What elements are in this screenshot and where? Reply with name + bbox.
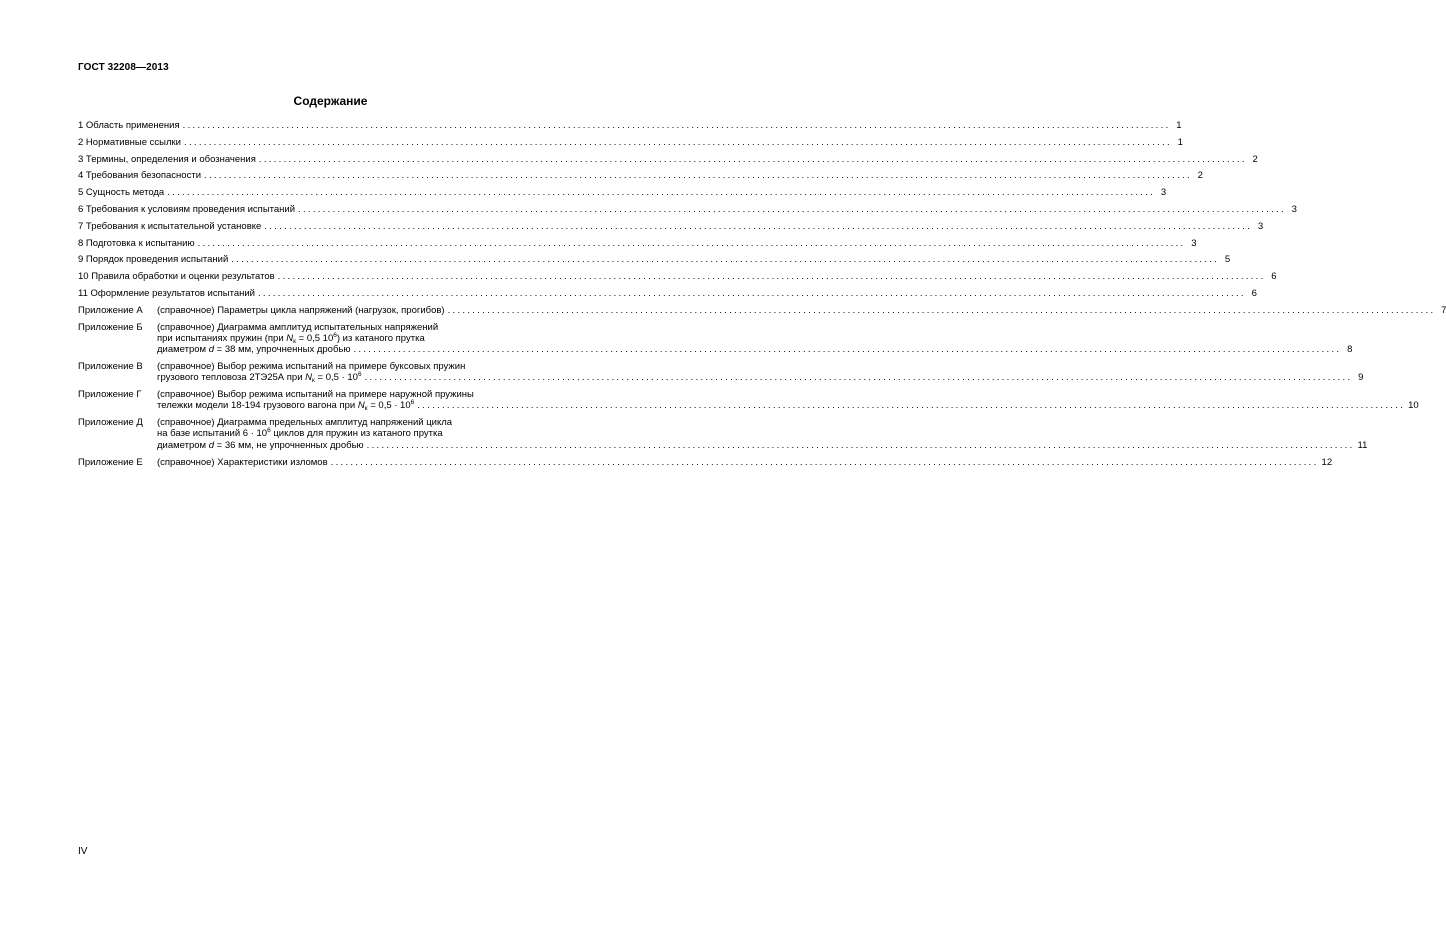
leader-dots: ........................................................................................................................................................................................................ bbox=[447, 304, 1436, 316]
leader-dots: ........................................................................................................................................................................................................ bbox=[258, 153, 1247, 165]
appendix-title: (справочное) Выбор режима испытаний на примере буксовых пружин bbox=[157, 360, 466, 372]
appendix-label: Приложение Б bbox=[78, 321, 143, 333]
leader-dots: ........................................................................................................................................................................................................ bbox=[353, 344, 1342, 356]
appendix-title-line: диаметром d = 36 мм, не упрочненных дробью bbox=[157, 439, 364, 451]
page-number: IV bbox=[78, 846, 88, 857]
toc-entry[interactable] bbox=[78, 220, 1264, 232]
appendix-label: Приложение А bbox=[78, 304, 143, 316]
appendix-title: (справочное) Параметры цикла напряжений (нагрузок, прогибов) bbox=[157, 304, 445, 316]
document-standard-number: ГОСТ 32208—2013 bbox=[78, 62, 169, 73]
toc-entry-label: 1 Область применения bbox=[78, 120, 180, 131]
toc-page-number: 9 bbox=[1358, 372, 1364, 384]
toc-appendix-d[interactable] bbox=[78, 417, 1368, 451]
toc-appendix-b[interactable] bbox=[78, 321, 1353, 356]
toc-entry[interactable] bbox=[78, 136, 1183, 148]
appendix-label: Приложение Д bbox=[78, 417, 143, 429]
appendix-title: (справочное) Характеристики изломов bbox=[157, 456, 328, 468]
appendix-title-line: на базе испытаний $6 \cdot 10^6$ циклов для пружин из катаного прутка bbox=[157, 427, 443, 440]
leader-dots: ........................................................................................................................................................................................................ bbox=[257, 287, 1246, 299]
appendix-label: Приложение Г bbox=[78, 389, 142, 401]
toc-page-number: 12 bbox=[1321, 456, 1333, 468]
toc-page-number: 3 bbox=[1257, 220, 1264, 232]
leader-dots: ........................................................................................................................................................................................................ bbox=[366, 439, 1355, 451]
toc-page-number: 6 bbox=[1251, 287, 1257, 299]
toc-entry-label: 8 Подготовка к испытанию bbox=[78, 237, 195, 249]
toc-appendix-v[interactable] bbox=[78, 360, 1364, 385]
toc-sections bbox=[78, 120, 1297, 299]
toc-entry-label: 5 Сущность метода bbox=[78, 187, 165, 199]
appendix-title: (справочное) Диаграмма амплитуд испытательных напряжений bbox=[157, 321, 439, 333]
toc-page-number: 2 bbox=[1252, 153, 1258, 165]
toc-page-number: 1 bbox=[1177, 136, 1183, 148]
leader-dots: ........................................................................................................................................................................................................ bbox=[298, 203, 1286, 215]
toc-entry[interactable] bbox=[78, 187, 1167, 199]
toc-page-number: 3 bbox=[1191, 237, 1197, 249]
table-of-contents bbox=[78, 120, 1446, 473]
toc-entry-label: 6 Требования к условиям проведения испытаний bbox=[78, 203, 296, 215]
appendix-title-line: при испытаниях пружин (при $N_к = 0,5$ $10^6$) из катаного прутка bbox=[157, 331, 425, 345]
leader-dots: ........................................................................................................................................................................................................ bbox=[231, 254, 1220, 266]
toc-entry[interactable] bbox=[78, 120, 1182, 131]
leader-dots: ........................................................................................................................................................................................................ bbox=[197, 237, 1186, 249]
toc-entry-label: 2 Нормативные ссылки bbox=[78, 136, 181, 148]
toc-entry-label: 4 Требования безопасности bbox=[78, 170, 201, 182]
toc-page-number: 1 bbox=[1176, 120, 1182, 131]
appendix-title-line: диаметром d = 38 мм, упрочненных дробью bbox=[157, 344, 351, 356]
toc-page-number: 6 bbox=[1271, 271, 1277, 283]
toc-appendix-a[interactable] bbox=[78, 304, 1446, 316]
appendix-title-line: тележки модели 18-194 грузового вагона при $N_к = 0,5 \cdot 10^6$ bbox=[157, 399, 415, 413]
toc-page-number: 3 bbox=[1291, 203, 1297, 215]
toc-appendix-e[interactable] bbox=[78, 456, 1333, 468]
leader-dots: ........................................................................................................................................................................................................ bbox=[167, 187, 1156, 199]
appendix-title: (справочное) Выбор режима испытаний на примере наружной пружины bbox=[157, 389, 474, 401]
toc-entry[interactable] bbox=[78, 153, 1258, 165]
toc-appendix-g[interactable] bbox=[78, 389, 1419, 413]
toc-entry[interactable] bbox=[78, 271, 1277, 283]
appendix-label: Приложение В bbox=[78, 360, 143, 372]
toc-page-number: 5 bbox=[1224, 254, 1231, 266]
toc-page-number: 2 bbox=[1197, 170, 1203, 182]
leader-dots: ........................................................................................................................................................................................................ bbox=[184, 136, 1172, 148]
leader-dots: ........................................................................................................................................................................................................ bbox=[204, 170, 1192, 182]
toc-entry-label: 3 Термины, определения и обозначения bbox=[78, 153, 256, 165]
leader-dots: ........................................................................................................................................................................................................ bbox=[330, 456, 1319, 468]
toc-page-number: 3 bbox=[1160, 187, 1167, 199]
page-title: Содержание bbox=[293, 94, 368, 108]
leader-dots: ........................................................................................................................................................................................................ bbox=[364, 372, 1353, 384]
toc-entry[interactable] bbox=[78, 203, 1297, 215]
toc-entry-label: 9 Порядок проведения испытаний bbox=[78, 254, 229, 266]
appendix-title: (справочное) Диаграмма предельных амплитуд напряжений цикла bbox=[157, 417, 453, 429]
toc-entry[interactable] bbox=[78, 237, 1197, 249]
leader-dots: ........................................................................................................................................................................................................ bbox=[277, 271, 1266, 283]
toc-entry[interactable] bbox=[78, 170, 1203, 182]
appendix-label: Приложение Е bbox=[78, 456, 143, 468]
toc-entry-label: 11 Оформление результатов испытаний bbox=[78, 287, 255, 299]
toc-page-number: 8 bbox=[1347, 344, 1353, 356]
leader-dots: ........................................................................................................................................................................................................ bbox=[417, 400, 1406, 412]
toc-entry[interactable] bbox=[78, 287, 1257, 299]
toc-page-number: 11 bbox=[1357, 439, 1368, 451]
toc-entry-label: 7 Требования к испытательной установке bbox=[78, 220, 262, 232]
toc-page-number: 10 bbox=[1408, 400, 1419, 412]
leader-dots: ........................................................................................................................................................................................................ bbox=[264, 220, 1253, 232]
toc-entry[interactable] bbox=[78, 254, 1231, 266]
toc-entry-label: 10 Правила обработки и оценки результатов bbox=[78, 271, 275, 283]
appendix-title-line: грузового тепловоза 2ТЭ25А при $N_к = 0,5 \cdot 10^6$ bbox=[157, 371, 362, 385]
toc-page-number: 7 bbox=[1441, 304, 1446, 316]
leader-dots: ........................................................................................................................................................................................................ bbox=[182, 120, 1171, 131]
